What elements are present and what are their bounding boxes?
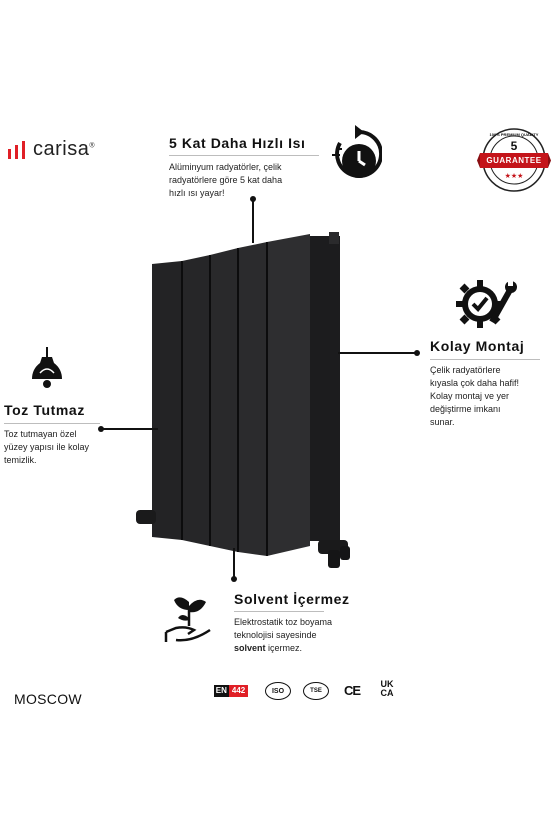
cert-ukca-top: UK bbox=[380, 679, 394, 689]
desc-line: değiştirme imkanı bbox=[430, 404, 501, 414]
cert-ce bbox=[340, 682, 364, 698]
lamp-icon bbox=[30, 345, 64, 396]
desc-line: kıyasla çok daha hafif! bbox=[430, 378, 520, 388]
desc-line: yüzey yapısı ile kolay bbox=[4, 442, 90, 452]
feature-desc-fast-heat bbox=[169, 161, 319, 200]
guarantee-stars: ★★★ bbox=[504, 173, 524, 180]
desc-line: radyatörlere göre 5 kat daha bbox=[169, 175, 283, 185]
feature-title-dust: Toz Tutmaz bbox=[4, 402, 85, 418]
feature-title-easy-mount: Kolay Montaj bbox=[430, 338, 525, 354]
desc-line: hızlı ısı yayar! bbox=[169, 188, 225, 198]
feature-desc-dust bbox=[4, 428, 124, 467]
feature-desc-solvent bbox=[234, 616, 384, 655]
guarantee-top-text: 100% PREMIUM QUALITY bbox=[489, 132, 539, 137]
desc-tail: içermez. bbox=[265, 643, 303, 653]
feature-rule-easy-mount bbox=[430, 359, 540, 360]
feature-desc-easy-mount bbox=[430, 364, 552, 429]
desc-line: Elektrostatik toz boyama bbox=[234, 617, 333, 627]
gear-wrench-icon bbox=[452, 276, 518, 339]
desc-bold: solvent bbox=[234, 643, 266, 653]
fast-clock-icon bbox=[328, 123, 382, 190]
pointer-line-solvent bbox=[233, 548, 235, 578]
pointer-dot-solvent bbox=[231, 576, 237, 582]
pointer-dot-easy-mount bbox=[414, 350, 420, 356]
desc-line: teknolojisi sayesinde bbox=[234, 630, 317, 640]
cert-iso bbox=[265, 682, 291, 700]
cert-tse-label: TSE bbox=[310, 688, 322, 694]
desc-line: Toz tutmayan özel bbox=[4, 429, 77, 439]
feature-rule-dust bbox=[4, 423, 100, 424]
cert-tse bbox=[303, 682, 329, 700]
feature-rule-fast-heat bbox=[169, 155, 319, 156]
brand-logo bbox=[8, 138, 95, 161]
plant-hand-icon bbox=[162, 592, 216, 651]
cert-ce-label: CE bbox=[343, 682, 361, 698]
guarantee-label: GUARANTEE bbox=[486, 156, 542, 165]
guarantee-number: 5 bbox=[510, 139, 518, 153]
radiator-image bbox=[130, 228, 350, 583]
model-name: MOSCOW bbox=[14, 691, 82, 707]
cert-en-label: EN bbox=[215, 686, 227, 695]
cert-iso-label: ISO bbox=[271, 687, 285, 695]
desc-line: Çelik radyatörlere bbox=[430, 365, 501, 375]
feature-rule-solvent bbox=[234, 611, 324, 612]
brand-name: carisa bbox=[33, 138, 90, 160]
cert-en-number: 442 bbox=[229, 685, 248, 697]
feature-title-solvent: Solvent İçermez bbox=[234, 591, 350, 607]
pointer-line-dust bbox=[102, 428, 158, 430]
brand-bars-icon bbox=[8, 141, 25, 159]
desc-line: Alüminyum radyatörler, çelik bbox=[169, 162, 282, 172]
desc-line: Kolay montaj ve yer bbox=[430, 391, 510, 401]
guarantee-seal bbox=[477, 126, 551, 194]
brand-trademark: ® bbox=[89, 142, 96, 150]
cert-ukca-bottom: CA bbox=[380, 688, 394, 698]
desc-line: sunar. bbox=[430, 417, 455, 427]
pointer-line-easy-mount bbox=[338, 352, 416, 354]
desc-line bbox=[234, 642, 384, 655]
cert-ukca bbox=[376, 680, 398, 698]
desc-line: temizlik. bbox=[4, 455, 37, 465]
cert-en442 bbox=[208, 683, 254, 699]
feature-title-fast-heat: 5 Kat Daha Hızlı Isı bbox=[169, 135, 306, 151]
